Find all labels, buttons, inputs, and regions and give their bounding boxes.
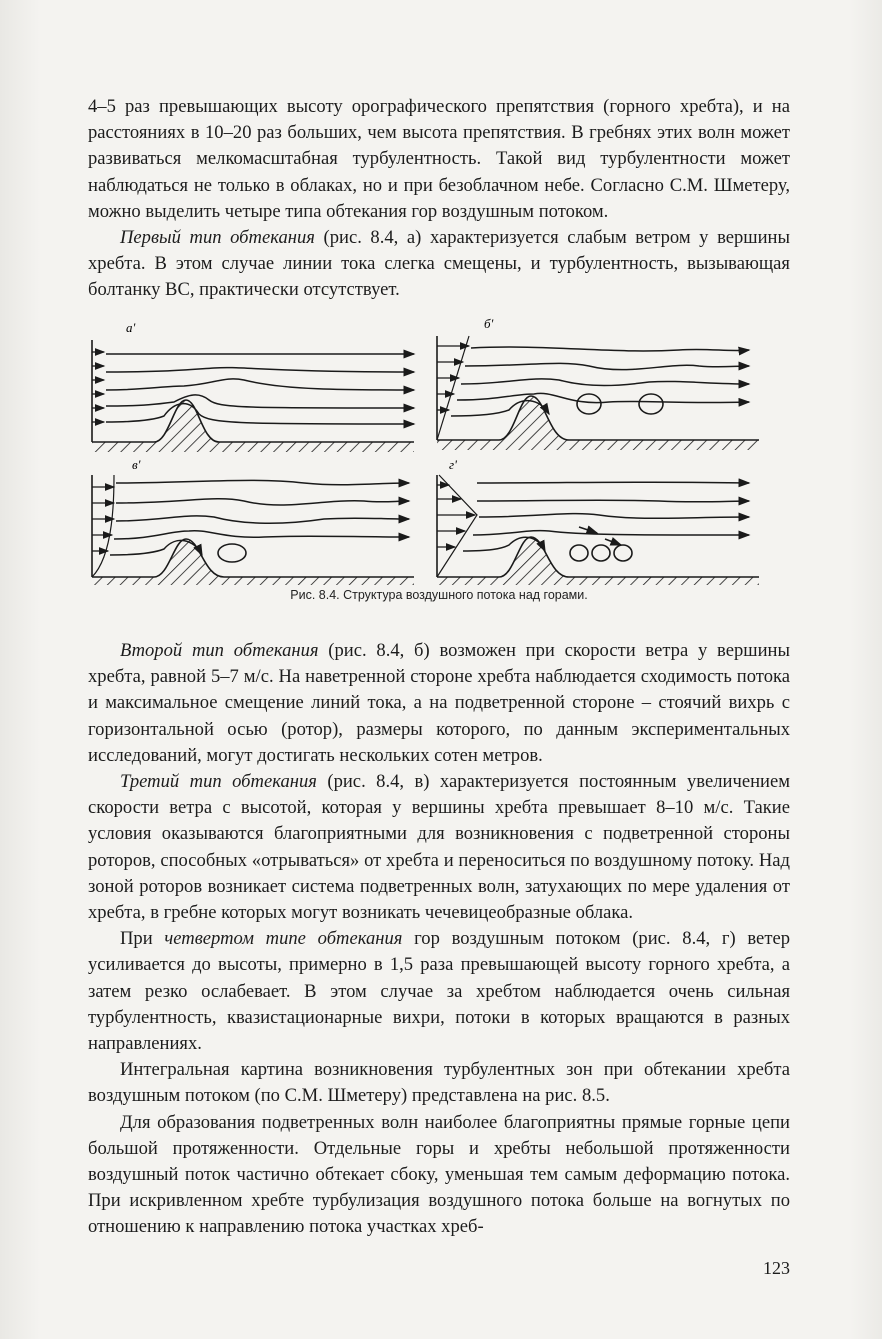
italic-term: четвертом типе обтекания [164,928,403,950]
italic-term: Второй тип обтекания [120,640,319,661]
panel-label-d: г' [449,457,457,472]
paragraph: Второй тип обтекания (рис. 8.4, б) возможен при скорости ветра у вершины хребта, равной 5–7 м/с. На наветренной стороне хребта наблюдается сходимость потока и максимальное смещение линий тока, а на подветренной стороне – стоячий вихрь с горизонтальной осью (ротор), размеры которого, по данным экспериментальных исследований, могут достигать нескольких сотен метров. [88,640,790,766]
paragraph: Первый тип обтекания (рис. 8.4, а) характеризуется слабым ветром у вершины хребта. В этом случае линии тока слегка смещены, и турбулентность, вызывающая болтанку ВС, практически отсутствует. [88,227,790,301]
paragraph: 4–5 раз превышающих высоту орографического препятствия (горного хребта), и на расстояниях в 10–20 раз больших, чем высота препятствия. В гребнях этих волн может развиваться мелкомасштабная турбулентность. Такой вид турбулентности может наблюдаться не только в облаках, но и при безоблачном небе. Согласно С.М. Шметеру, можно выделить четыре типа обтекания гор воздушным потоком. [88,96,790,222]
airflow-figure [84,310,774,585]
paragraph: Интегральная картина возникновения турбулентных зон при обтекании хребта воздушным потоком (по С.М. Шметеру) представлена на рис. 8.5. [88,1059,790,1107]
text-block-bottom [88,638,790,1241]
paragraph: Третий тип обтекания (рис. 8.4, в) характеризуется постоянным увеличением скорости ветра с высотой, которая у вершины хребта превышает 8–10 м/с. Такие условия оказываются благоприятными для возникновения с подветренной стороны роторов, способных «отрываться» от хребта и переноситься по воздушному потоку. Над зоной роторов возникает система подветренных волн, затухающих по мере удаления от хребта, в гребне которых могут возникать чечевицеобразные облака. [88,771,790,924]
italic-term: Третий тип обтекания [120,771,317,793]
figure-caption: Рис. 8.4. Структура воздушного потока над горами. [290,588,588,602]
italic-term: Первый тип обтекания [120,227,315,249]
paragraph: При четвертом типе обтекания гор воздушным потоком (рис. 8.4, г) ветер усиливается до высоты, примерно в 1,5 раза превышающей высоту горного хребта, а затем резко ослабевает. В этом случае за хребтом наблюдается очень сильная турбулентность, квазистационарные вихри, потоки в которых вращаются в разных направлениях. [88,928,790,1055]
panel-a [92,320,414,452]
panel-b [437,316,759,450]
text-block-top [88,94,790,304]
panel-label-b: б' [484,316,494,331]
panel-c [92,457,414,585]
panel-d [437,457,759,585]
page-number: 123 [763,1258,790,1278]
paragraph: Для образования подветренных волн наиболее благоприятны прямые горные цепи большой протяженности. Отдельные горы и хребты небольшой протяженности воздушный поток частично обтекает сбоку, уменьшая тем самым деформацию потока. При искривленном хребте турбулизация воздушного потока больше на вогнутых по отношению к направлению потока участках хреб- [88,1111,790,1238]
panel-label-a: а' [126,320,136,335]
panel-label-c: в' [132,457,141,472]
